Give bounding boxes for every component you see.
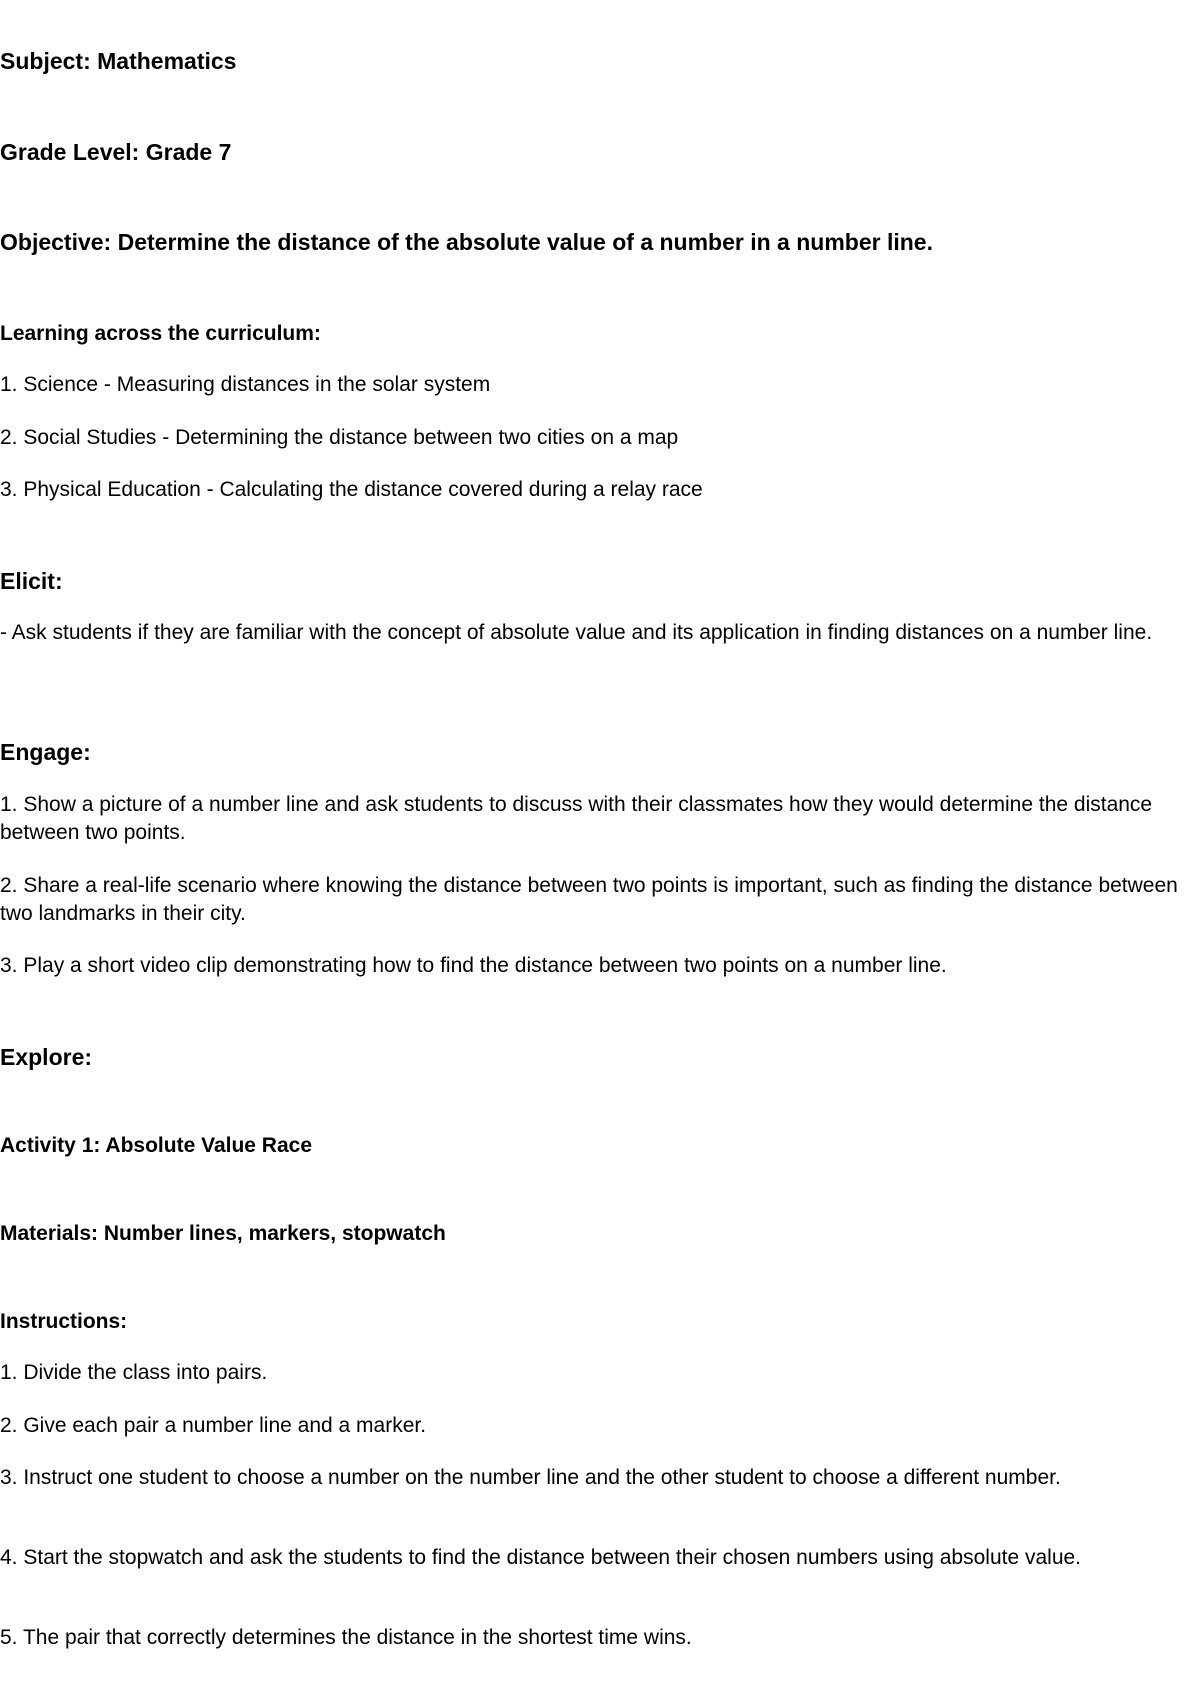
engage-item: 3. Play a short video clip demonstrating how to find the distance between two points on a number line.: [0, 954, 947, 977]
grade-level-heading: Grade Level: Grade 7: [0, 139, 232, 165]
elicit-text: - Ask students if they are familiar with the concept of absolute value and its application in finding distances on a number line.: [0, 621, 1153, 644]
curriculum-item: 2. Social Studies - Determining the distance between two cities on a map: [0, 426, 679, 449]
curriculum-item: 3. Physical Education - Calculating the distance covered during a relay race: [0, 478, 703, 501]
elicit-title: Elicit:: [0, 568, 63, 594]
instruction-item: 5. The pair that correctly determines the distance in the shortest time wins.: [0, 1626, 692, 1649]
objective-heading: Objective: Determine the distance of the absolute value of a number in a number line.: [0, 229, 933, 255]
instructions-title: Instructions:: [0, 1310, 128, 1333]
curriculum-item: 1. Science - Measuring distances in the solar system: [0, 373, 491, 396]
materials-line: Materials: Number lines, markers, stopwatch: [0, 1222, 446, 1245]
instruction-item: 2. Give each pair a number line and a marker.: [0, 1414, 427, 1437]
engage-item: 2. Share a real-life scenario where knowing the distance between two points is important, such as finding the distance between two landmarks in their city.: [0, 874, 1178, 925]
subject-heading: Subject: Mathematics: [0, 48, 237, 74]
instruction-item: 1. Divide the class into pairs.: [0, 1361, 268, 1384]
instruction-item: 3. Instruct one student to choose a number on the number line and the other student to choose a different number.: [0, 1466, 1061, 1489]
curriculum-title: Learning across the curriculum:: [0, 322, 321, 345]
instruction-item: 4. Start the stopwatch and ask the students to find the distance between their chosen numbers using absolute value.: [0, 1546, 1082, 1569]
explore-title: Explore:: [0, 1044, 93, 1070]
engage-title: Engage:: [0, 739, 91, 765]
engage-item: 1. Show a picture of a number line and ask students to discuss with their classmates how they would determine the distance between two points.: [0, 793, 1153, 844]
activity-title: Activity 1: Absolute Value Race: [0, 1134, 312, 1157]
